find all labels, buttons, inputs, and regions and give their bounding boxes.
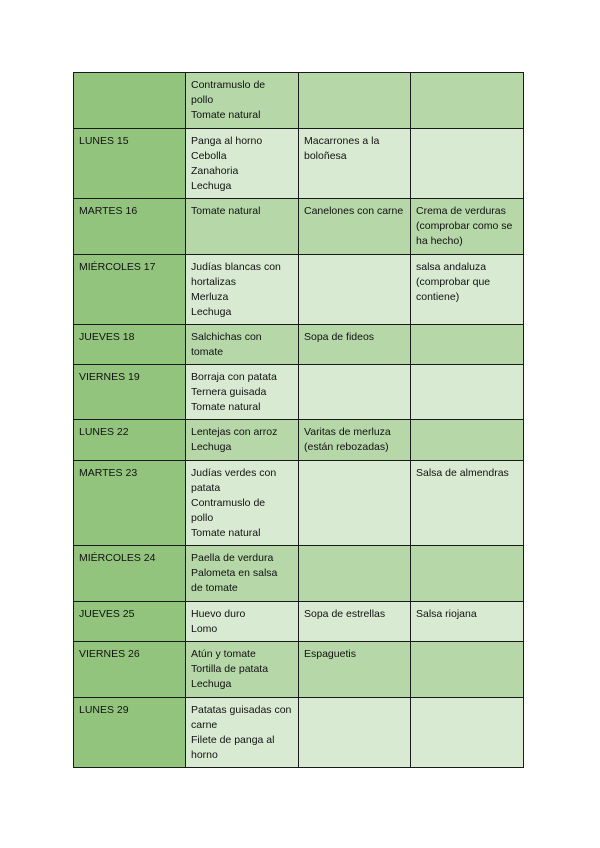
menu-item-line: Lentejas con arroz <box>191 426 278 438</box>
day-label: MIÉRCOLES 24 <box>79 552 156 564</box>
menu-item-line: boloñesa <box>304 150 347 162</box>
menu-item-line: Tomate natural <box>191 109 261 121</box>
menu-item-line: Atún y tomate <box>191 648 256 660</box>
menu-table <box>73 72 524 768</box>
table-row <box>74 255 524 325</box>
menu-item-line: pollo <box>191 512 214 524</box>
menu-item-line: Lechuga <box>191 180 232 192</box>
menu-item-line: salsa andaluza <box>416 261 487 273</box>
menu-cell-col3 <box>411 129 524 199</box>
table-row <box>74 129 524 199</box>
day-label: JUEVES 25 <box>79 608 135 620</box>
menu-cell-col3 <box>411 73 524 129</box>
day-cell <box>74 546 186 602</box>
table-row <box>74 642 524 698</box>
day-cell <box>74 73 186 129</box>
menu-cell-col3 <box>411 365 524 420</box>
menu-item-line: Filete de panga al <box>191 734 275 746</box>
table-row <box>74 73 524 129</box>
day-label: VIERNES 19 <box>79 371 140 383</box>
menu-cell-col3 <box>411 420 524 461</box>
table-row <box>74 420 524 461</box>
menu-cell-col3 <box>411 199 524 255</box>
menu-item-line: pollo <box>191 94 214 106</box>
menu-cell-col2 <box>299 73 411 129</box>
menu-cell-col2 <box>299 642 411 698</box>
table-row <box>74 602 524 642</box>
day-label: JUEVES 18 <box>79 331 135 343</box>
day-label: LUNES 29 <box>79 704 129 716</box>
table-row <box>74 546 524 602</box>
menu-cell-col3 <box>411 325 524 365</box>
menu-cell-col2 <box>299 698 411 768</box>
menu-item-line: Palometa en salsa <box>191 567 278 579</box>
menu-item-line: contiene) <box>416 291 460 303</box>
menu-item-line: Judías blancas con <box>191 261 281 273</box>
menu-cell-col1 <box>186 129 299 199</box>
menu-cell-col2 <box>299 325 411 365</box>
menu-cell-col1 <box>186 461 299 546</box>
day-cell <box>74 129 186 199</box>
day-cell <box>74 255 186 325</box>
menu-item-line: tomate <box>191 346 224 358</box>
menu-cell-col1 <box>186 420 299 461</box>
menu-cell-col2 <box>299 365 411 420</box>
day-label: LUNES 15 <box>79 135 129 147</box>
menu-cell-col2 <box>299 546 411 602</box>
menu-item-line: de tomate <box>191 582 238 594</box>
menu-item-line: hortalizas <box>191 276 236 288</box>
menu-item-line: Salsa de almendras <box>416 467 509 479</box>
day-cell <box>74 461 186 546</box>
menu-cell-col2 <box>299 129 411 199</box>
menu-cell-col2 <box>299 461 411 546</box>
day-label: LUNES 22 <box>79 426 129 438</box>
menu-item-line: Contramuslo de <box>191 79 266 91</box>
menu-item-line: ha hecho) <box>416 235 463 247</box>
table-row <box>74 199 524 255</box>
menu-item-line: Merluza <box>191 291 229 303</box>
menu-cell-col3 <box>411 698 524 768</box>
menu-cell-col3 <box>411 602 524 642</box>
menu-cell-col3 <box>411 642 524 698</box>
day-cell <box>74 642 186 698</box>
day-cell <box>74 698 186 768</box>
table-row <box>74 698 524 768</box>
menu-item-line: Lechuga <box>191 306 232 318</box>
menu-cell-col1 <box>186 546 299 602</box>
menu-cell-col3 <box>411 546 524 602</box>
day-cell <box>74 199 186 255</box>
menu-item-line: Tortilla de patata <box>191 663 269 675</box>
menu-item-line: Cebolla <box>191 150 227 162</box>
menu-item-line: Salsa riojana <box>416 608 477 620</box>
menu-item-line: Tomate natural <box>191 401 261 413</box>
menu-item-line: (comprobar que <box>416 276 491 288</box>
day-cell <box>74 325 186 365</box>
menu-item-line: Lechuga <box>191 441 232 453</box>
menu-table-body <box>74 73 524 768</box>
menu-item-line: Espaguetis <box>304 648 356 660</box>
menu-item-line: Lechuga <box>191 678 232 690</box>
menu-item-line: Ternera guisada <box>191 386 267 398</box>
menu-item-line: Patatas guisadas con <box>191 704 292 716</box>
menu-cell-col1 <box>186 365 299 420</box>
menu-cell-col2 <box>299 420 411 461</box>
day-label: MARTES 23 <box>79 467 138 479</box>
menu-item-line: Borraja con patata <box>191 371 277 383</box>
day-cell <box>74 365 186 420</box>
day-label: VIERNES 26 <box>79 648 140 660</box>
day-label: MIÉRCOLES 17 <box>79 261 156 273</box>
table-row <box>74 365 524 420</box>
menu-item-line: patata <box>191 482 221 494</box>
menu-item-line: Crema de verduras <box>416 205 506 217</box>
menu-item-line: carne <box>191 719 218 731</box>
menu-cell-col2 <box>299 602 411 642</box>
menu-item-line: Salchichas con <box>191 331 262 343</box>
menu-cell-col1 <box>186 73 299 129</box>
menu-item-line: Judías verdes con <box>191 467 277 479</box>
menu-item-line: Macarrones a la <box>304 135 380 147</box>
menu-cell-col1 <box>186 642 299 698</box>
table-row <box>74 325 524 365</box>
menu-item-line: (están rebozadas) <box>304 441 389 453</box>
menu-item-line: Sopa de estrellas <box>304 608 386 620</box>
menu-item-line: Varitas de merluza <box>304 426 391 438</box>
menu-item-line: Tomate natural <box>191 205 261 217</box>
menu-item-line: Canelones con carne <box>304 205 404 217</box>
menu-item-line: Contramuslo de <box>191 497 266 509</box>
menu-cell-col2 <box>299 199 411 255</box>
menu-cell-col3 <box>411 255 524 325</box>
menu-cell-col1 <box>186 698 299 768</box>
menu-item-line: Sopa de fideos <box>304 331 375 343</box>
menu-cell-col2 <box>299 255 411 325</box>
day-cell <box>74 420 186 461</box>
menu-item-line: Tomate natural <box>191 527 261 539</box>
menu-cell-col3 <box>411 461 524 546</box>
menu-cell-col1 <box>186 602 299 642</box>
table-row <box>74 461 524 546</box>
menu-cell-col1 <box>186 199 299 255</box>
day-cell <box>74 602 186 642</box>
menu-item-line: Paella de verdura <box>191 552 274 564</box>
menu-cell-col1 <box>186 255 299 325</box>
menu-item-line: (comprobar como se <box>416 220 513 232</box>
menu-item-line: Huevo duro <box>191 608 246 620</box>
menu-item-line: Lomo <box>191 623 218 635</box>
menu-cell-col1 <box>186 325 299 365</box>
day-label: MARTES 16 <box>79 205 138 217</box>
menu-item-line: Panga al horno <box>191 135 263 147</box>
menu-item-line: Zanahoria <box>191 165 239 177</box>
menu-item-line: horno <box>191 749 218 761</box>
